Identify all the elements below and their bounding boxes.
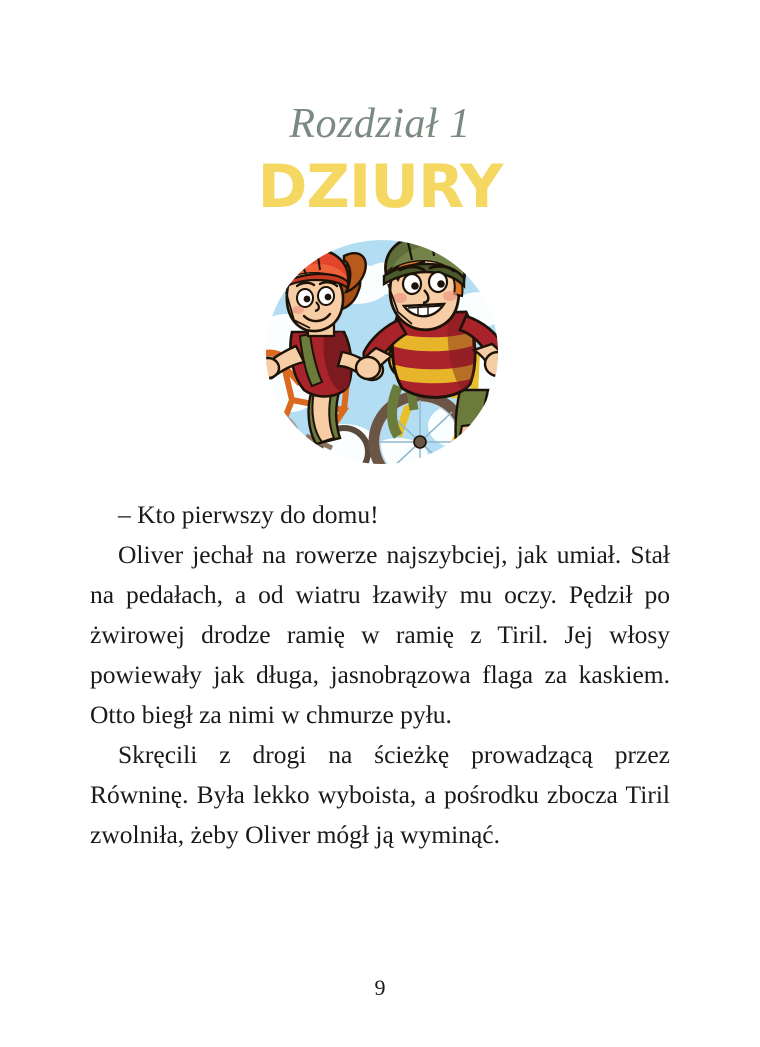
paragraph: Skręcili z drogi na ścieżkę prowadzącą przez Równinę. Była lekko wyboista, a pośrodku zbocza Tiril zwolniła, żeby Oliver mógł ją wyminąć.	[90, 740, 670, 849]
page-number: 9	[374, 975, 386, 1000]
paragraph: Oliver jechał na rowerze najszybciej, jak umiał. Stał na pedałach, a od wiatru łzawiły mu oczy. Pędził po żwirowej drodze ramię w ramię z Tiril. Jej włosy powiewały jak długa, jasnobrązowa flaga za kaskiem. Otto biegł za nimi w chmurze pyłu.	[90, 540, 670, 729]
page-title: DZIURY	[257, 152, 503, 222]
bicycle-children-illustration	[248, 240, 516, 472]
chapter-illustration	[248, 240, 516, 472]
chapter-label: Rozdział 1	[289, 101, 471, 147]
paragraph: – Kto pierwszy do domu!	[118, 500, 379, 529]
body-text	[90, 495, 670, 855]
